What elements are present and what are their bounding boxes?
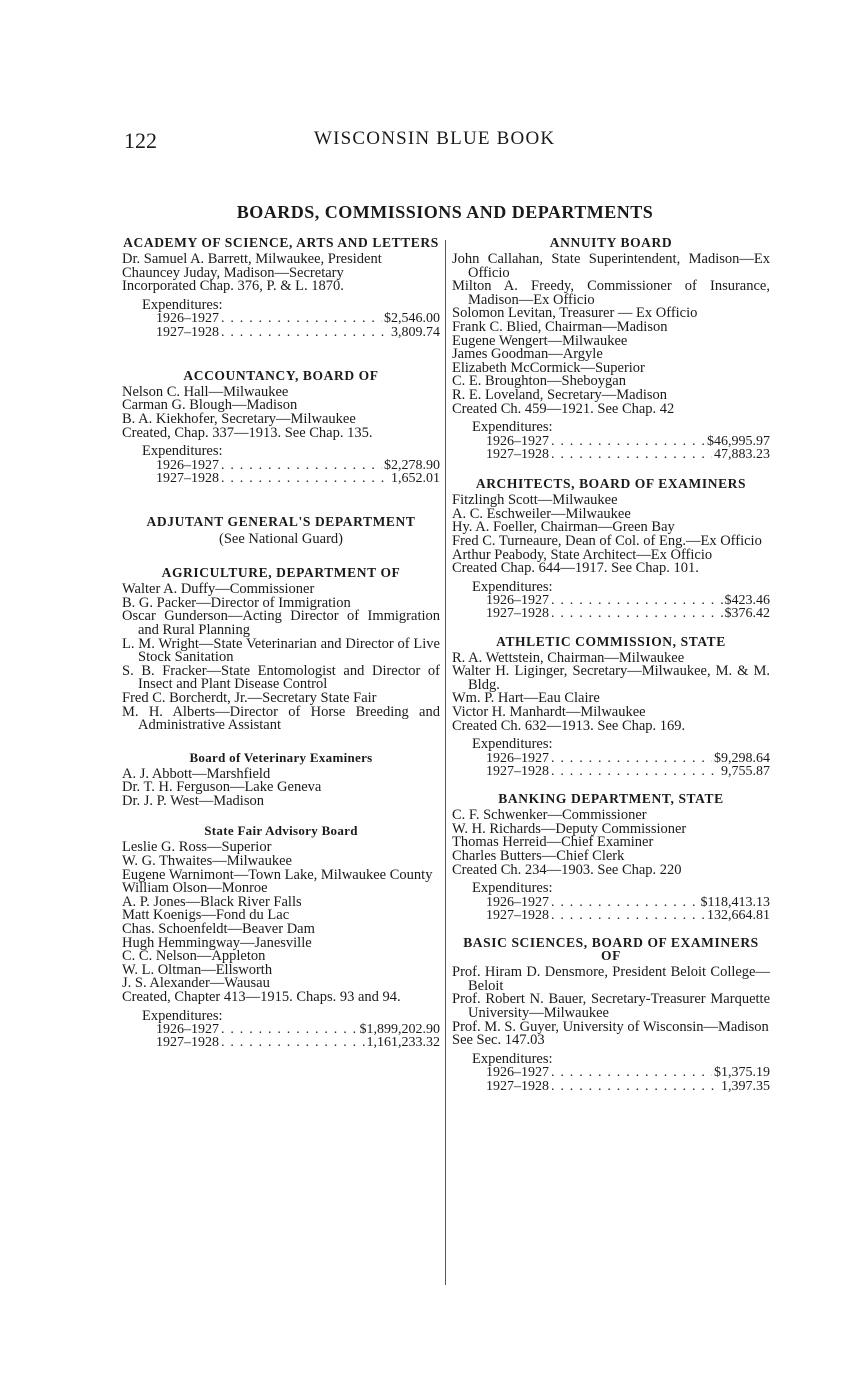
member-line: Victor H. Manhardt—Milwaukee <box>452 704 646 721</box>
board-entry <box>452 236 770 461</box>
expenditure-row <box>122 1036 440 1049</box>
expenditures-label: Expenditures: <box>142 443 223 460</box>
member-line: Created Ch. 632—1913. See Chap. 169. <box>452 717 686 734</box>
dot-leader <box>551 594 723 607</box>
expenditure-amount: $9,298.64 <box>714 750 770 766</box>
member-line: Fitzlingh Scott—Milwaukee <box>452 492 618 509</box>
member-line: Matt Koenigs—Fond du Lac <box>122 907 290 924</box>
member-line: Solomon Levitan, Treasurer — Ex Officio <box>452 305 698 322</box>
expenditures-block <box>452 738 770 778</box>
expenditures-block <box>452 578 770 622</box>
member-line: Prof. Robert N. Bauer, Secretary-Treasurer Marquette University—Milwaukee <box>452 991 770 1021</box>
member-line: Arthur Peabody, State Architect—Ex Officio <box>452 546 713 563</box>
fiscal-year: 1927–1928 <box>156 1035 219 1051</box>
expenditure-amount: 1,397.35 <box>721 1078 770 1094</box>
fiscal-year: 1927–1928 <box>486 764 549 780</box>
board-heading: ANNUITY BOARD <box>549 235 673 250</box>
fiscal-year: 1927–1928 <box>486 1078 549 1094</box>
member-line: James Goodman—Argyle <box>452 346 603 363</box>
expenditure-amount: $46,995.97 <box>707 433 770 449</box>
member-line: A. J. Abbott—Marshfield <box>122 765 271 782</box>
dot-leader <box>551 1080 719 1093</box>
board-entry <box>452 635 770 779</box>
member-line: Milton A. Freedy, Commissioner of Insurance, Madison—Ex Officio <box>452 278 770 308</box>
expenditure-row <box>122 326 440 339</box>
dot-leader <box>551 909 705 922</box>
board-heading: BASIC SCIENCES, BOARD OF EXAMINERS OF <box>463 935 759 964</box>
page-heading: BOARDS, COMMISSIONS AND DEPARTMENTS <box>236 202 654 222</box>
expenditure-row <box>122 459 440 472</box>
fiscal-year: 1927–1928 <box>486 446 549 462</box>
page-number: 122 <box>124 128 157 153</box>
dot-leader <box>551 607 723 620</box>
board-heading: ACADEMY OF SCIENCE, ARTS AND LETTERS <box>123 235 439 250</box>
member-line: Frank C. Blied, Chairman—Madison <box>452 318 668 335</box>
member-line: Incorporated Chap. 376, P. & L. 1870. <box>122 278 344 295</box>
dot-leader <box>551 765 719 778</box>
fiscal-year: 1926–1927 <box>156 311 219 327</box>
expenditure-amount: 1,652.01 <box>391 470 440 486</box>
board-heading: State Fair Advisory Board <box>204 823 358 839</box>
member-line: See Sec. 147.03 <box>452 1032 545 1049</box>
member-line: W. H. Richards—Deputy Commissioner <box>452 820 687 837</box>
expenditure-row <box>122 472 440 485</box>
expenditures-label: Expenditures: <box>472 578 553 595</box>
board-entry <box>122 751 440 809</box>
board-heading: BANKING DEPARTMENT, STATE <box>498 791 724 807</box>
member-line: Nelson C. Hall—Milwaukee <box>122 383 289 400</box>
column-divider <box>445 240 446 1285</box>
member-line: Created, Chapter 413—1915. Chaps. 93 and 94. <box>122 989 401 1005</box>
member-line: R. A. Wettstein, Chairman—Milwaukee <box>452 649 685 666</box>
fiscal-year: 1927–1928 <box>486 908 549 924</box>
board-entry <box>122 369 440 485</box>
expenditure-amount: 3,809.74 <box>391 324 440 340</box>
expenditures-label: Expenditures: <box>472 419 553 436</box>
expenditure-amount: $1,375.19 <box>714 1065 770 1081</box>
member-line: B. A. Kiekhofer, Secretary—Milwaukee <box>122 410 356 427</box>
member-line: Oscar Gunderson—Acting Director of Immigration and Rural Planning <box>122 608 440 638</box>
board-entry <box>452 477 770 621</box>
board-heading: ATHLETIC COMMISSION, STATE <box>496 633 726 649</box>
board-heading: ADJUTANT GENERAL'S DEPARTMENT <box>146 514 416 530</box>
member-line: C. C. Nelson—Appleton <box>122 948 266 965</box>
member-line: M. H. Alberts—Director of Horse Breeding and Administrative Assistant <box>122 703 440 734</box>
right-column <box>452 236 770 1093</box>
expenditures-block <box>122 445 440 485</box>
dot-leader <box>221 326 389 339</box>
expenditures-label: Expenditures: <box>472 736 553 753</box>
member-line: William Olson—Monroe <box>122 880 268 897</box>
member-line: B. G. Packer—Director of Immigration <box>122 594 351 611</box>
expenditure-row <box>122 312 440 325</box>
member-line: S. B. Fracker—State Entomologist and Director of Insect and Plant Disease Control <box>122 662 440 693</box>
expenditures-label: Expenditures: <box>472 1050 553 1067</box>
dot-leader <box>221 459 382 472</box>
member-line: J. S. Alexander—Wausau <box>122 975 270 992</box>
member-line: Hy. A. Foeller, Chairman—Green Bay <box>452 519 675 536</box>
expenditures-block <box>452 882 770 922</box>
expenditure-amount: 132,664.81 <box>707 908 770 924</box>
member-line: Fred C. Turneaure, Dean of Col. of Eng.—Ex Officio <box>452 532 762 549</box>
expenditures-block <box>122 296 440 340</box>
member-line: Hugh Hemmingway—Janesville <box>122 934 312 951</box>
expenditure-amount: $423.46 <box>724 593 770 609</box>
board-entry <box>452 792 770 922</box>
dot-leader <box>221 1023 358 1036</box>
board-entry <box>122 515 440 546</box>
member-line: A. C. Eschweiler—Milwaukee <box>452 505 631 522</box>
member-line: Thomas Herreid—Chief Examiner <box>452 834 654 851</box>
board-entry <box>122 824 440 1049</box>
member-line: Walter H. Liginger, Secretary—Milwaukee, M. & M. Bldg. <box>452 663 770 693</box>
dot-leader <box>551 752 712 765</box>
expenditures-block <box>452 421 770 461</box>
dot-leader <box>551 448 712 461</box>
member-line: Walter A. Duffy—Commissioner <box>122 581 315 598</box>
member-line: Eugene Wengert—Milwaukee <box>452 332 628 349</box>
dot-leader <box>221 472 389 485</box>
member-line: W. L. Oltman—Ellsworth <box>122 961 273 978</box>
member-line: R. E. Loveland, Secretary—Madison <box>452 386 668 403</box>
dot-leader <box>551 896 699 909</box>
board-heading: Board of Veterinary Examiners <box>189 749 373 765</box>
expenditures-label: Expenditures: <box>142 1007 223 1024</box>
board-heading: ACCOUNTANCY, BOARD OF <box>183 367 379 383</box>
fiscal-year: 1926–1927 <box>486 750 549 766</box>
board-entry <box>122 236 440 339</box>
book-title: WISCONSIN BLUE BOOK <box>314 128 556 149</box>
expenditure-row <box>452 1080 770 1093</box>
board-heading: ARCHITECTS, BOARD OF EXAMINERS <box>475 476 747 492</box>
dot-leader <box>221 312 382 325</box>
member-line: C. E. Broughton—Sheboygan <box>452 373 626 390</box>
board-entry <box>452 936 770 1093</box>
member-line: Dr. Samuel A. Barrett, Milwaukee, President <box>122 251 382 267</box>
member-line: John Callahan, State Superintendent, Madison—Ex Officio <box>452 251 770 281</box>
member-line: Created Ch. 459—1921. See Chap. 42 <box>452 400 675 417</box>
member-line: W. G. Thwaites—Milwaukee <box>122 853 292 870</box>
board-entry <box>122 566 440 733</box>
expenditure-amount: $2,546.00 <box>384 311 440 327</box>
expenditure-row <box>452 607 770 620</box>
expenditures-label: Expenditures: <box>472 880 553 897</box>
expenditure-amount: $376.42 <box>724 606 770 622</box>
fiscal-year: 1926–1927 <box>156 1022 219 1038</box>
fiscal-year: 1927–1928 <box>156 470 219 486</box>
member-line: A. P. Jones—Black River Falls <box>122 893 302 910</box>
cross-reference-note: (See National Guard) <box>218 531 343 548</box>
fiscal-year: 1926–1927 <box>486 894 549 910</box>
member-line: Dr. T. H. Ferguson—Lake Geneva <box>122 779 322 796</box>
expenditure-amount: 9,755.87 <box>721 764 770 780</box>
expenditures-block <box>452 1050 770 1094</box>
member-line: Prof. Hiram D. Densmore, President Beloit College—Beloit <box>452 964 770 994</box>
expenditure-row <box>452 1066 770 1079</box>
fiscal-year: 1926–1927 <box>486 1065 549 1081</box>
member-line: Created Ch. 234—1903. See Chap. 220 <box>452 861 682 878</box>
member-line: Prof. M. S. Guyer, University of Wisconsin—Madison <box>452 1018 769 1035</box>
left-column <box>122 236 440 1050</box>
fiscal-year: 1927–1928 <box>486 606 549 622</box>
fiscal-year: 1927–1928 <box>156 324 219 340</box>
fiscal-year: 1926–1927 <box>486 433 549 449</box>
expenditure-row <box>452 435 770 448</box>
member-line: Chauncey Juday, Madison—Secretary <box>122 264 344 281</box>
expenditure-amount: 47,883.23 <box>714 446 770 462</box>
fiscal-year: 1926–1927 <box>156 457 219 473</box>
member-line: L. M. Wright—State Veterinarian and Director of Live Stock Sanitation <box>122 635 440 666</box>
expenditures-label: Expenditures: <box>142 296 223 313</box>
member-line: Created, Chap. 337—1913. See Chap. 135. <box>122 424 373 441</box>
dot-leader <box>221 1036 365 1049</box>
expenditure-amount: 1,161,233.32 <box>366 1035 440 1051</box>
fiscal-year: 1926–1927 <box>486 593 549 609</box>
dot-leader <box>551 1066 712 1079</box>
member-line: Created Chap. 644—1917. See Chap. 101. <box>452 560 699 577</box>
member-line: Dr. J. P. West—Madison <box>122 792 264 809</box>
member-line: Chas. Schoenfeldt—Beaver Dam <box>122 921 315 938</box>
member-line: Charles Butters—Chief Clerk <box>452 848 625 865</box>
member-line: C. F. Schwenker—Commissioner <box>452 807 647 824</box>
dot-leader <box>551 435 705 448</box>
member-line: Eugene Warnimont—Town Lake, Milwaukee County <box>122 866 433 883</box>
running-head <box>124 128 774 158</box>
member-line: Fred C. Borcherdt, Jr.—Secretary State Fair <box>122 689 377 706</box>
expenditure-amount: $2,278.90 <box>384 457 440 473</box>
member-line: Elizabeth McCormick—Superior <box>452 359 645 376</box>
member-line: Wm. P. Hart—Eau Claire <box>452 690 600 707</box>
expenditure-amount: $1,899,202.90 <box>359 1022 440 1038</box>
member-line: Carman G. Blough—Madison <box>122 397 298 414</box>
board-heading: AGRICULTURE, DEPARTMENT OF <box>161 565 401 581</box>
expenditure-row <box>452 765 770 778</box>
expenditures-block <box>122 1007 440 1051</box>
expenditure-row <box>452 909 770 922</box>
expenditure-row <box>452 448 770 461</box>
expenditure-amount: $118,413.13 <box>700 894 770 910</box>
member-line: Leslie G. Ross—Superior <box>122 839 272 856</box>
